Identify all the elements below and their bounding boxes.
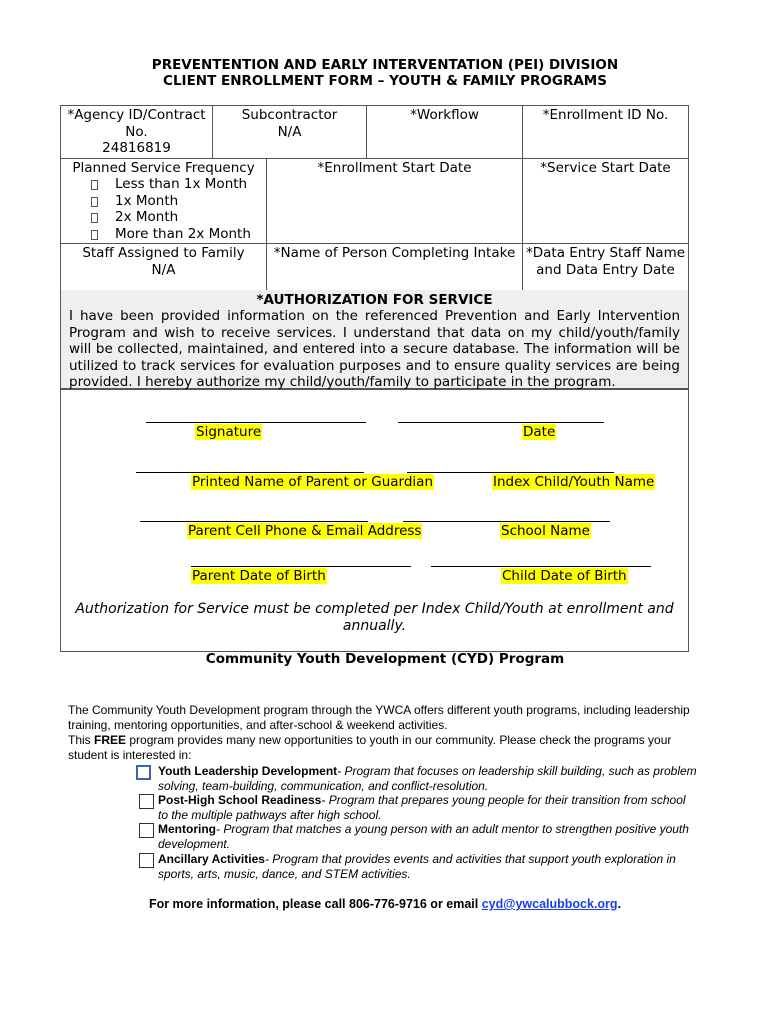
free-prefix: This (68, 733, 95, 747)
school-label: School Name (501, 523, 590, 539)
authorization-note: Authorization for Service must be completed per Index Child/Youth at enrollment and annually. (75, 601, 674, 634)
intake-label: *Name of Person Completing Intake (273, 245, 516, 261)
contact-end: . (617, 897, 622, 911)
date-label: Date (523, 424, 556, 440)
frequency-option[interactable]: Less than 1x Month (91, 176, 264, 193)
printed-name-line[interactable] (136, 472, 364, 473)
program-name: Post-High School Readiness (158, 793, 322, 807)
signature-section (60, 389, 689, 652)
program-post-high-school (158, 793, 698, 823)
authorization-text: I have been provided information on the referenced Prevention and Early Intervention Program and wish to receive services. I understand that data on my child/youth/family will be collected, maintained, and entered into a secure database. The information will be utilized to track services for evaluation purposes and to ensure quality services are being provided. I hereby authorize my child/youth/family to participate in the program. (69, 308, 680, 391)
child-dob-line[interactable] (431, 566, 651, 567)
option-box-icon (91, 180, 98, 190)
frequency-option[interactable]: 1x Month (91, 193, 264, 210)
program-mentoring (158, 822, 698, 852)
parent-dob-label: Parent Date of Birth (192, 568, 326, 584)
frequency-label: Planned Service Frequency (72, 159, 255, 176)
option-box-icon (91, 213, 98, 223)
staff-cell[interactable] (61, 244, 267, 293)
date-line[interactable] (398, 422, 604, 423)
parent-phone-line[interactable] (140, 521, 368, 522)
service-start-cell[interactable] (523, 158, 689, 244)
school-line[interactable] (403, 521, 610, 522)
authorization-heading: *AUTHORIZATION FOR SERVICE (256, 292, 493, 308)
staff-label: Staff Assigned to Family (82, 245, 245, 261)
service-start-label: *Service Start Date (540, 159, 671, 176)
frequency-option[interactable]: 2x Month (91, 209, 264, 226)
program-desc: - Program that matches a young person with an adult mentor to strengthen positive youth development. (158, 822, 689, 851)
contact-email-link[interactable]: cyd@ywcalubbock.org (481, 897, 618, 911)
child-dob-label: Child Date of Birth (502, 568, 627, 584)
data-entry-cell[interactable] (523, 244, 689, 293)
frequency-option[interactable]: More than 2x Month (91, 226, 264, 243)
free-word: FREE (94, 733, 127, 747)
enrollment-start-label: *Enrollment Start Date (317, 159, 472, 176)
subcontractor-cell[interactable] (213, 106, 367, 159)
agency-value: 24816819 (102, 140, 171, 156)
free-suffix: program provides many new opportunities to youth in our community. Please check the programs your student is interested in: (68, 733, 672, 762)
workflow-label: *Workflow (410, 107, 479, 123)
program-name: Ancillary Activities (158, 852, 265, 866)
data-entry-label: *Data Entry Staff Name and Data Entry Date (525, 245, 686, 278)
program-desc: - Program that prepares young people for their transition from school to the multiple pathways after high school. (158, 793, 686, 822)
printed-name-label: Printed Name of Parent or Guardian (192, 474, 434, 490)
enrollment-id-label: *Enrollment ID No. (542, 107, 669, 123)
program-name: Mentoring (158, 822, 216, 836)
agency-label: *Agency ID/Contract No. (67, 107, 206, 140)
mentoring-checkbox[interactable] (139, 823, 154, 838)
cyd-heading: Community Youth Development (CYD) Program (205, 651, 565, 667)
youth-leadership-checkbox[interactable] (136, 765, 151, 780)
program-youth-leadership (158, 764, 698, 794)
subcontractor-label: Subcontractor (241, 107, 338, 123)
signature-label: Signature (196, 424, 262, 440)
cyd-intro (68, 703, 708, 763)
cyd-intro-text: The Community Youth Development program through the YWCA offers different youth programs, including leadership training, mentoring opportunities, and after-school & weekend activities. (68, 703, 690, 732)
program-desc: - Program that provides events and activities that support youth exploration in sports, arts, music, dance, and STEM activities. (158, 852, 676, 881)
parent-phone-label: Parent Cell Phone & Email Address (188, 523, 422, 539)
ancillary-activities-checkbox[interactable] (139, 853, 154, 868)
frequency-cell (61, 158, 267, 244)
subcontractor-value: N/A (277, 123, 302, 140)
enrollment-info-table (60, 105, 689, 293)
contact-text: For more information, please call 806-776-9716 or email (148, 897, 482, 911)
authorization-section (60, 290, 689, 389)
option-box-icon (91, 230, 98, 240)
post-high-school-checkbox[interactable] (139, 794, 154, 809)
form-title-line1: PREVENTENTION AND EARLY INTERVENTATION (PEI) DIVISION (151, 57, 619, 73)
workflow-cell[interactable] (367, 106, 523, 159)
enrollment-start-cell[interactable] (267, 158, 523, 244)
form-title-line2: CLIENT ENROLLMENT FORM – YOUTH & FAMILY PROGRAMS (163, 73, 607, 89)
frequency-options (63, 176, 264, 242)
program-desc: - Program that focuses on leadership skill building, such as problem solving, team-building, communication, and conflict-resolution. (158, 764, 697, 793)
intake-cell[interactable] (267, 244, 523, 293)
program-ancillary-activities (158, 852, 698, 882)
signature-line[interactable] (146, 422, 366, 423)
option-box-icon (91, 197, 98, 207)
index-child-line[interactable] (407, 472, 614, 473)
contact-line (0, 897, 770, 911)
index-child-label: Index Child/Youth Name (493, 474, 655, 490)
parent-dob-line[interactable] (191, 566, 411, 567)
program-name: Youth Leadership Development (158, 764, 338, 778)
staff-value: N/A (151, 261, 176, 278)
enrollment-id-cell[interactable] (523, 106, 689, 159)
agency-cell[interactable] (61, 106, 213, 159)
